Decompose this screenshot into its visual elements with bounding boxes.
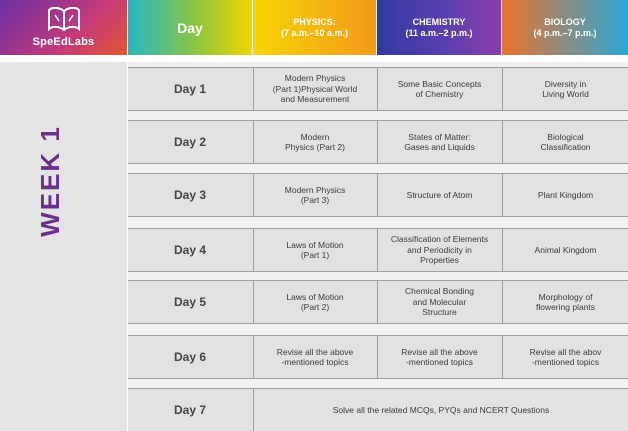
table-row	[128, 67, 628, 111]
physics-cell: Laws of Motion (Part 1)	[253, 229, 376, 271]
book-icon	[47, 7, 81, 33]
physics-cell: Revise all the above -mentioned topics	[253, 336, 376, 378]
table-row	[128, 388, 628, 431]
header-physics-time: (7 a.m.–10 a.m.)	[280, 27, 349, 38]
header-day	[128, 0, 252, 55]
chemistry-cell: Some Basic Concepts of Chemistry	[377, 68, 501, 110]
day-cell: Day 5	[173, 294, 207, 309]
physics-cell: Modern Physics (Part 3)	[253, 174, 376, 216]
header-chemistry-title: CHEMISTRY	[412, 16, 466, 27]
table-row	[128, 335, 628, 379]
biology-cell: Diversity in Living World	[502, 68, 628, 110]
chemistry-cell: Classification of Elements and Periodicity in Properties	[377, 229, 501, 271]
physics-cell: Modern Physics (Part 1)Physical World and Measurement	[253, 68, 376, 110]
chemistry-cell: Structure of Atom	[377, 174, 501, 216]
day-cell: Day 3	[173, 187, 207, 202]
header-day-label: Day	[177, 19, 203, 36]
biology-cell: Revise all the abov -mentioned topics	[502, 336, 628, 378]
table-row	[128, 173, 628, 217]
biology-cell: Biological Classification	[502, 121, 628, 163]
day-cell: Day 1	[173, 81, 207, 96]
header-biology	[502, 0, 628, 55]
header-chemistry-time: (11 a.m.–2 p.m.)	[405, 27, 473, 38]
header-biology-title: BIOLOGY	[544, 16, 586, 27]
all-subjects-cell: Solve all the related MCQs, PYQs and NCERT Questions	[253, 389, 628, 431]
header-chemistry	[377, 0, 501, 55]
table-row	[128, 228, 628, 272]
biology-cell: Morphology of flowering plants	[502, 281, 628, 323]
chemistry-cell: Revise all the above -mentioned topics	[377, 336, 501, 378]
day-cell: Day 6	[173, 349, 207, 364]
day-cell: Day 4	[173, 242, 207, 257]
header-physics	[253, 0, 376, 55]
biology-cell: Animal Kingdom	[502, 229, 628, 271]
table-row	[128, 120, 628, 164]
brand-logo	[0, 0, 127, 55]
header-biology-time: (4 p.m.–7 p.m.)	[533, 27, 597, 38]
week-label: WEEK 1	[35, 125, 65, 237]
physics-cell: Laws of Motion (Part 2)	[253, 281, 376, 323]
biology-cell: Plant Kingdom	[502, 174, 628, 216]
physics-cell: Modern Physics (Part 2)	[253, 121, 376, 163]
brand-name: SpeEdLabs	[32, 36, 95, 48]
table-row	[128, 280, 628, 324]
chemistry-cell: Chemical Bonding and Molecular Structure	[377, 281, 501, 323]
day-cell: Day 2	[173, 134, 207, 149]
day-cell: Day 7	[173, 402, 207, 417]
header-physics-title: PHYSICS:	[293, 16, 336, 27]
chemistry-cell: States of Matter: Gases and Liquids	[377, 121, 501, 163]
